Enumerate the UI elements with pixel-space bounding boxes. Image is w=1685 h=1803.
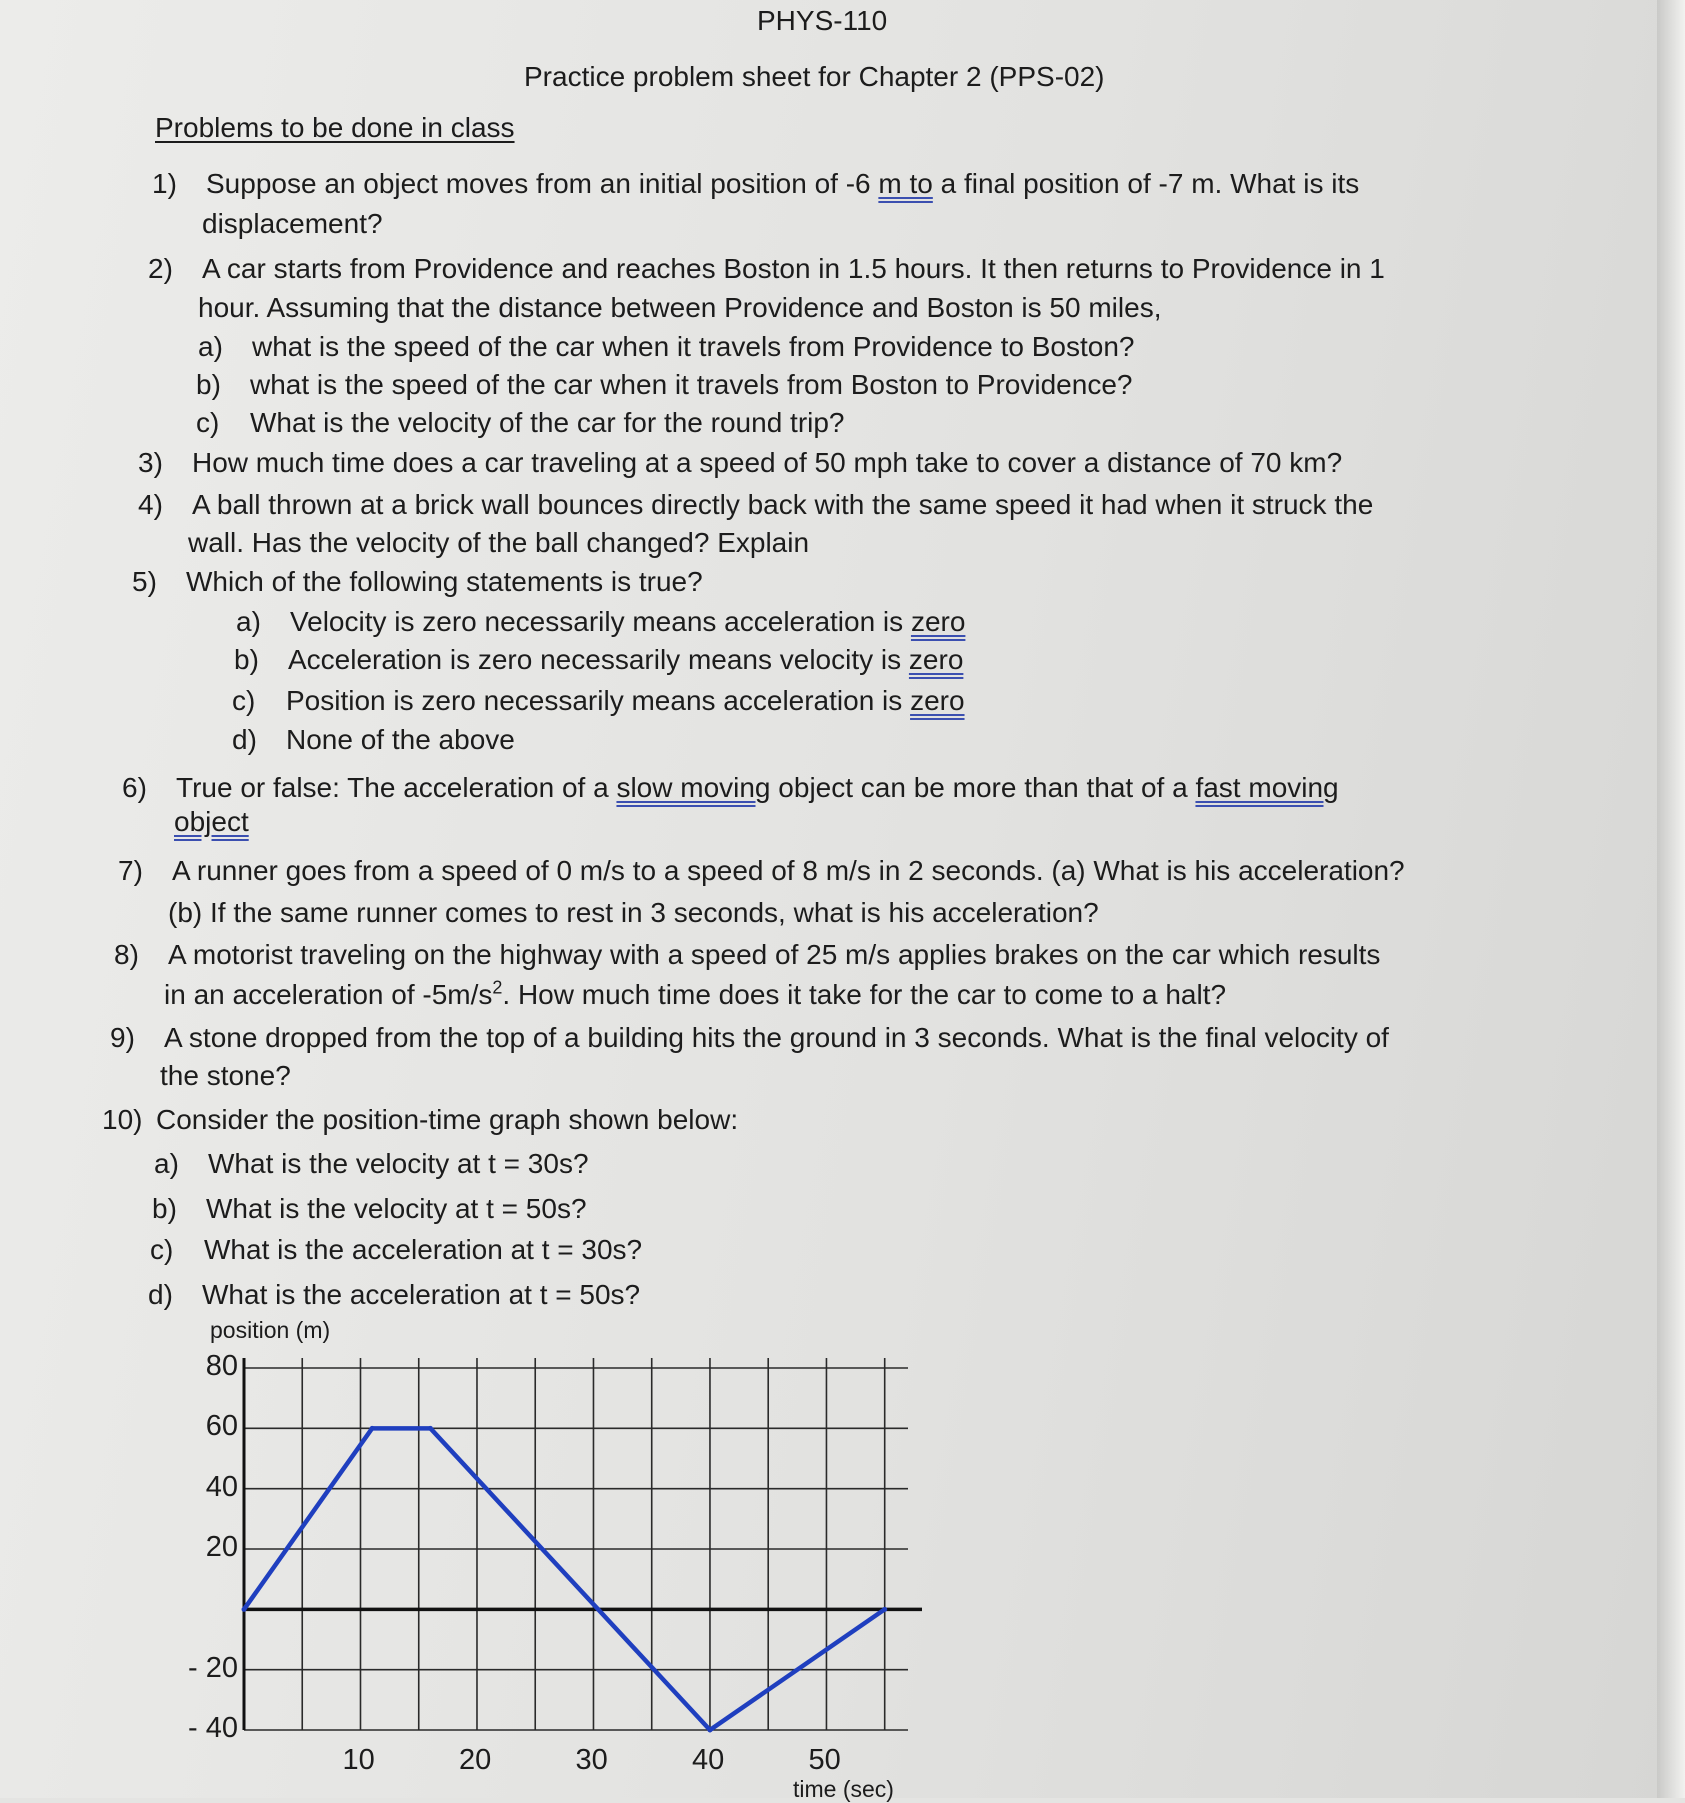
section-heading: Problems to be done in class — [155, 112, 515, 143]
problem-10a: a) What is the velocity at t = 30s? — [154, 1148, 589, 1179]
problem-10d: d) What is the acceleration at t = 50s? — [148, 1279, 641, 1310]
problem-2-line-2: hour. Assuming that the distance between Providence and Boston is 50 miles, — [198, 292, 1162, 323]
problem-2: 2) A car starts from Providence and reaches Boston in 1.5 hours. It then returns to Providence in 1 — [148, 253, 1385, 284]
problem-5a: a) Velocity is zero necessarily means acceleration is zero — [236, 606, 966, 637]
data-point — [428, 1426, 433, 1431]
problem-9-line-2: the stone? — [160, 1060, 291, 1091]
data-point — [707, 1728, 712, 1733]
problem-number: 8) — [114, 939, 139, 970]
problem-7: 7) A runner goes from a speed of 0 m/s to a speed of 8 m/s in 2 seconds. (a) What is his acceleration? — [118, 855, 1405, 886]
problem-4-line-2: wall. Has the velocity of the ball changed? Explain — [188, 527, 810, 558]
problem-number: 4) — [138, 489, 163, 520]
problem-6-line-2: object — [174, 806, 249, 837]
problem-9: 9) A stone dropped from the top of a building hits the ground in 3 seconds. What is the final velocity of — [110, 1022, 1389, 1053]
problem-4: 4) A ball thrown at a brick wall bounces directly back with the same speed it had when it struck the — [138, 489, 1374, 520]
y-tick-label: 40 — [205, 1470, 238, 1503]
y-tick-label: 80 — [205, 1350, 238, 1382]
data-point — [370, 1426, 375, 1431]
problem-2a: a) what is the speed of the car when it travels from Providence to Boston? — [198, 331, 1135, 362]
sheet-title: Practice problem sheet for Chapter 2 (PPS-02) — [524, 61, 1105, 92]
problem-number: 5) — [132, 566, 157, 597]
x-tick-label: 20 — [458, 1744, 492, 1776]
course-code: PHYS-110 — [757, 5, 888, 36]
problem-8: 8) A motorist traveling on the highway with a speed of 25 m/s applies brakes on the car which results — [114, 939, 1381, 970]
y-tick-label: - 20 — [188, 1651, 238, 1684]
problem-10b: b) What is the velocity at t = 50s? — [152, 1193, 587, 1224]
problem-7-line-2: (b) If the same runner comes to rest in 3 seconds, what is his acceleration? — [168, 897, 1099, 928]
problem-10: 10) Consider the position-time graph shown below: — [102, 1104, 739, 1135]
problem-5: 5) Which of the following statements is true? — [132, 566, 703, 597]
problem-number: 9) — [110, 1022, 135, 1053]
problem-10c: c) What is the acceleration at t = 30s? — [150, 1234, 643, 1265]
position-series-line — [244, 1428, 885, 1730]
x-axis-label: time (sec) — [793, 1776, 894, 1802]
x-tick-label: 10 — [342, 1744, 375, 1776]
problem-1-line-2: displacement? — [202, 208, 383, 239]
problem-number: 10) — [102, 1104, 143, 1135]
problem-number: 3) — [138, 447, 163, 478]
problem-2b: b) what is the speed of the car when it travels from Boston to Providence? — [196, 369, 1133, 400]
x-tick-label: 40 — [691, 1744, 725, 1776]
problem-6: 6) True or false: The acceleration of a slow moving object can be more than that of a fast moving — [122, 772, 1339, 803]
problem-5c: c) Position is zero necessarily means acceleration is zero — [232, 685, 965, 716]
problem-1: 1) Suppose an object moves from an initial position of -6 m to a final position of -7 m. What is its — [152, 168, 1360, 199]
problem-8-line-2: in an acceleration of $-5m/s^2$. How much time does it take for the car to come to a halt? — [164, 977, 1227, 1010]
y-tick-label: 60 — [205, 1410, 238, 1443]
problem-number: 7) — [118, 855, 143, 886]
problem-number: 1) — [152, 168, 177, 199]
y-tick-label: 20 — [205, 1531, 238, 1563]
problem-2c: c) What is the velocity of the car for the round trip? — [196, 407, 845, 438]
problem-5b: b) Acceleration is zero necessarily means velocity is zero — [234, 644, 964, 675]
problem-3: 3) How much time does a car traveling at a speed of 50 mph take to cover a distance of 70 km? — [138, 447, 1343, 478]
y-tick-label: - 40 — [188, 1712, 238, 1744]
x-tick-label: 50 — [808, 1744, 841, 1776]
problem-5d: d) None of the above — [232, 724, 515, 755]
y-axis-label: position (m) — [210, 1317, 331, 1343]
problem-number: 2) — [148, 253, 173, 284]
data-point — [882, 1607, 887, 1612]
data-point — [242, 1607, 247, 1612]
x-tick-label: 30 — [575, 1744, 608, 1776]
problem-number: 6) — [122, 772, 147, 803]
